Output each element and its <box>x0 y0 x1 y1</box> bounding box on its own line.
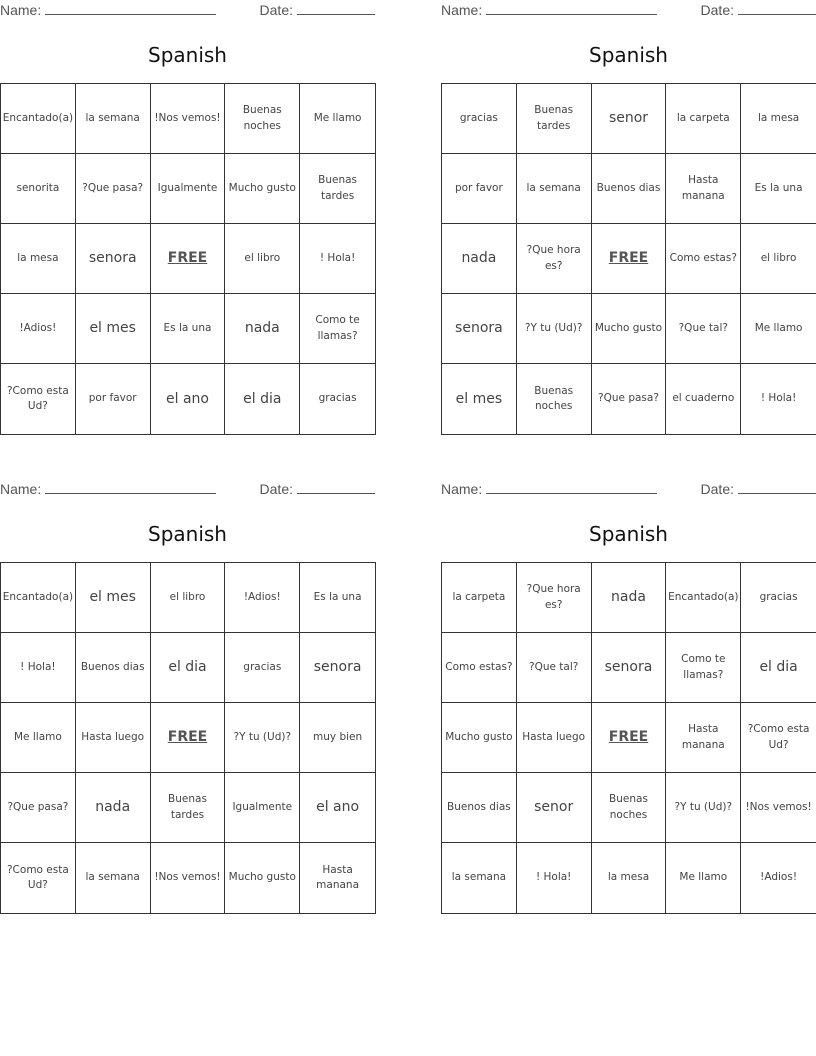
date-line <box>738 481 816 494</box>
bingo-cell: senor <box>517 773 592 843</box>
bingo-cell: Buenas tardes <box>151 773 226 843</box>
bingo-cell: nada <box>442 224 517 294</box>
bingo-cell: !Nos vemos! <box>741 773 816 843</box>
date-field: Date: <box>260 2 375 18</box>
bingo-cell: Buenas tardes <box>300 154 375 224</box>
bingo-cell: Hasta luego <box>517 703 592 773</box>
bingo-cell: Igualmente <box>151 154 226 224</box>
name-field: Name: <box>441 481 657 497</box>
bingo-cell: Buenos dias <box>76 633 151 703</box>
bingo-cell: ! Hola! <box>517 843 592 913</box>
bingo-cell: Buenas noches <box>517 364 592 434</box>
bingo-cell: la carpeta <box>442 563 517 633</box>
name-line <box>45 481 216 494</box>
bingo-cell: Hasta manana <box>666 154 741 224</box>
bingo-cell: senor <box>592 84 667 154</box>
name-field: Name: <box>0 481 216 497</box>
bingo-cell: ?Y tu (Ud)? <box>666 773 741 843</box>
bingo-cell: el libro <box>741 224 816 294</box>
bingo-cell: el libro <box>151 563 226 633</box>
bingo-cell: Buenas tardes <box>517 84 592 154</box>
bingo-cell: muy bien <box>300 703 375 773</box>
bingo-cell: Hasta luego <box>76 703 151 773</box>
bingo-cell: el libro <box>225 224 300 294</box>
bingo-cell: senora <box>592 633 667 703</box>
bingo-grid <box>441 83 816 435</box>
bingo-cell: Como te llamas? <box>300 294 375 364</box>
bingo-cell: nada <box>76 773 151 843</box>
bingo-cell: la semana <box>442 843 517 913</box>
bingo-cell: nada <box>592 563 667 633</box>
bingo-card-1 <box>0 0 375 434</box>
bingo-cell: !Nos vemos! <box>151 843 226 913</box>
bingo-cell: gracias <box>225 633 300 703</box>
name-field: Name: <box>441 2 657 18</box>
bingo-cell: ?Y tu (Ud)? <box>517 294 592 364</box>
bingo-cell: el mes <box>76 294 151 364</box>
bingo-cell: ! Hola! <box>1 633 76 703</box>
bingo-cell: Me llamo <box>666 843 741 913</box>
bingo-cell: Mucho gusto <box>225 154 300 224</box>
bingo-cell: senora <box>76 224 151 294</box>
bingo-cell: el dia <box>225 364 300 434</box>
bingo-cell: Buenas noches <box>592 773 667 843</box>
bingo-cell: Es la una <box>741 154 816 224</box>
bingo-cell: Hasta manana <box>316 863 360 891</box>
bingo-cell: ?Que pasa? <box>592 364 667 434</box>
card-title: Spanish <box>148 43 227 67</box>
bingo-cell: el ano <box>300 773 375 843</box>
bingo-cell: Me llamo <box>300 84 375 154</box>
bingo-cell: el mes <box>76 563 151 633</box>
bingo-cell: por favor <box>442 154 517 224</box>
bingo-cell: Buenos dias <box>442 773 517 843</box>
bingo-cell: la carpeta <box>666 84 741 154</box>
name-date-bar <box>441 2 816 20</box>
name-line <box>45 2 216 15</box>
bingo-cell: ! Hola! <box>760 392 797 405</box>
date-line <box>738 2 816 15</box>
bingo-cell: ?Que tal? <box>517 633 592 703</box>
date-field: Date: <box>260 481 375 497</box>
bingo-cell: la semana <box>76 84 151 154</box>
name-date-bar <box>441 481 816 499</box>
bingo-cell: Buenos dias <box>592 154 667 224</box>
bingo-cell: la mesa <box>741 84 816 154</box>
bingo-cell: ?Que pasa? <box>1 773 76 843</box>
bingo-cell: ?Que pasa? <box>76 154 151 224</box>
bingo-cell: el ano <box>151 364 226 434</box>
bingo-cell: ?Como esta Ud? <box>1 364 76 434</box>
bingo-cell: el mes <box>442 364 517 434</box>
free-space-cell: FREE <box>592 703 667 773</box>
bingo-cell: Me llamo <box>1 703 76 773</box>
bingo-cell: Igualmente <box>225 773 300 843</box>
bingo-cell: Es la una <box>300 563 375 633</box>
bingo-cell: Buenas noches <box>225 84 300 154</box>
bingo-cell: Mucho gusto <box>225 843 300 913</box>
bingo-cell: Como te llamas? <box>666 633 741 703</box>
date-field: Date: <box>701 481 816 497</box>
card-title: Spanish <box>589 43 668 67</box>
bingo-cell: Mucho gusto <box>592 294 667 364</box>
bingo-cell: gracias <box>442 84 517 154</box>
bingo-cell: ?Que hora es? <box>517 563 592 633</box>
bingo-cell: senora <box>442 294 517 364</box>
bingo-cell: Encantado(a) <box>1 563 76 633</box>
card-title: Spanish <box>148 522 227 546</box>
bingo-cell: ?Y tu (Ud)? <box>225 703 300 773</box>
bingo-cell: ?Como esta Ud? <box>1 843 76 913</box>
name-date-bar <box>0 2 375 20</box>
bingo-card-2 <box>441 0 816 434</box>
bingo-cell: gracias <box>318 392 357 405</box>
bingo-cell: senora <box>300 633 375 703</box>
bingo-cell: Es la una <box>151 294 226 364</box>
bingo-card-4 <box>441 479 816 913</box>
date-field: Date: <box>701 2 816 18</box>
bingo-cell: la mesa <box>592 843 667 913</box>
bingo-cell: ?Que tal? <box>666 294 741 364</box>
bingo-cell: Encantado(a) <box>666 563 741 633</box>
bingo-cell: el dia <box>151 633 226 703</box>
card-title: Spanish <box>589 522 668 546</box>
bingo-cell: ?Como esta Ud? <box>741 703 816 773</box>
free-space-cell: FREE <box>151 224 226 294</box>
bingo-cell: Encantado(a) <box>1 84 76 154</box>
bingo-cell: Mucho gusto <box>442 703 517 773</box>
bingo-cell: gracias <box>741 563 816 633</box>
bingo-cell: Me llamo <box>741 294 816 364</box>
bingo-card-3 <box>0 479 375 913</box>
bingo-cell: la mesa <box>1 224 76 294</box>
bingo-cell: por favor <box>76 364 151 434</box>
date-line <box>297 481 375 494</box>
bingo-cell: Hasta manana <box>666 703 741 773</box>
bingo-cell: !Adios! <box>760 871 798 884</box>
bingo-cell: !Adios! <box>1 294 76 364</box>
name-date-bar <box>0 481 375 499</box>
free-space-cell: FREE <box>592 224 667 294</box>
bingo-cell: el dia <box>741 633 816 703</box>
bingo-cell: !Nos vemos! <box>151 84 226 154</box>
bingo-cell: Como estas? <box>666 224 741 294</box>
date-line <box>297 2 375 15</box>
bingo-cell: !Adios! <box>225 563 300 633</box>
bingo-cell: ! Hola! <box>300 224 375 294</box>
bingo-grid <box>0 83 376 435</box>
bingo-cell: ?Que hora es? <box>517 224 592 294</box>
name-line <box>486 481 657 494</box>
name-field: Name: <box>0 2 216 18</box>
bingo-cell: la semana <box>517 154 592 224</box>
bingo-cell: nada <box>225 294 300 364</box>
free-space-cell: FREE <box>151 703 226 773</box>
bingo-grid <box>441 562 816 914</box>
bingo-cell: Como estas? <box>442 633 517 703</box>
bingo-grid <box>0 562 376 914</box>
name-line <box>486 2 657 15</box>
bingo-cell: el cuaderno <box>666 364 741 434</box>
bingo-cell: senorita <box>1 154 76 224</box>
bingo-cell: la semana <box>76 843 151 913</box>
